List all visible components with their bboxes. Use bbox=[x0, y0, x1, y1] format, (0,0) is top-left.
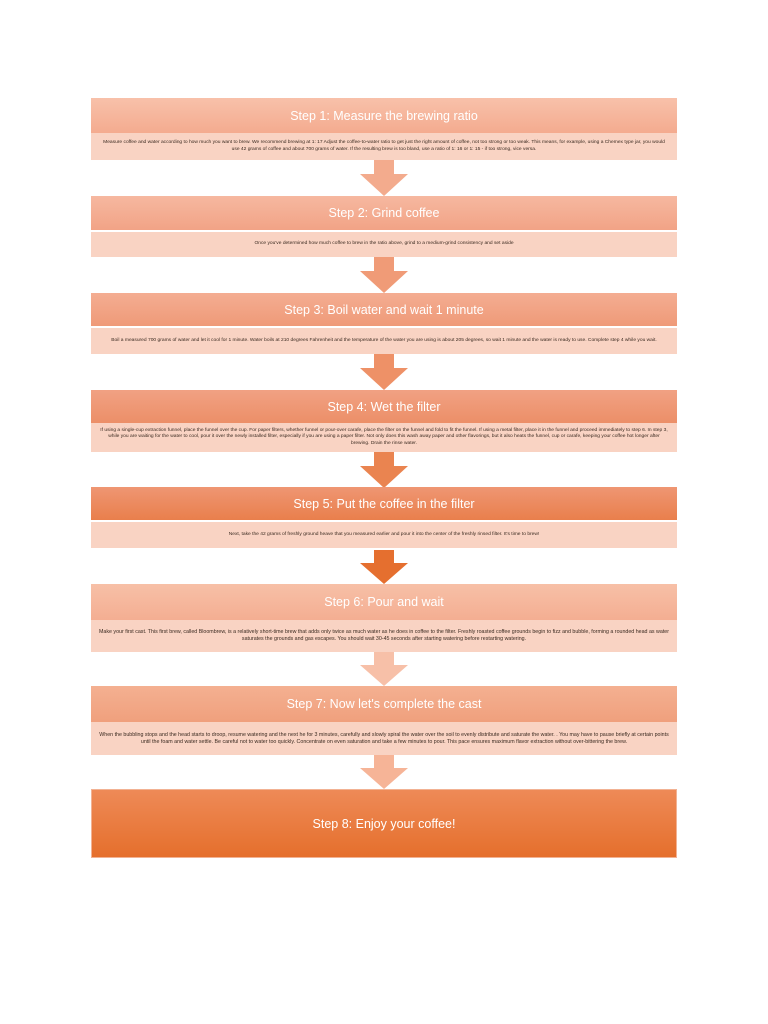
step-1-to-2-arrow bbox=[360, 160, 408, 196]
step-7-to-8-arrow bbox=[360, 755, 408, 789]
step-8-header: Step 8: Enjoy your coffee! bbox=[91, 789, 677, 858]
step-3-to-4-arrow bbox=[360, 354, 408, 390]
step-4-header: Step 4: Wet the filter bbox=[91, 390, 677, 423]
step-3-description: Boil a measured 700 grams of water and let it cool for 1 minute. Water boils at 210 degrees Fahrenheit and the temperature of the water you are using is about 205 degrees, so wait 1 minute and the water is ready to use. Complete step 4 while you wait. bbox=[91, 328, 677, 354]
step-2-header: Step 2: Grind coffee bbox=[91, 196, 677, 230]
step-6-description: Make your first cast. This first brew, called Bloombrew, is a relatively short-time brew that adds only twice as much water as he does in coffee to the filter. Freshly roasted coffee grounds begin to fizz and bubble, forming a rounded head as water saturates the grounds and gas escapes. You should wait 30-45 seconds after starting watering before restarting watering. bbox=[91, 620, 677, 652]
step-7-description: When the bubbling stops and the head starts to droop, resume watering and the next he for 3 minutes, carefully and slowly spiral the water over the soil to evenly distribute and saturate the water. . You may have to pause briefly at certain points until the foam and water settle. Be careful not to water too quickly. Concentrate on even saturation and take a few minutes to pour. This pace ensures maximum flavor extraction without over-bittering the brew. bbox=[91, 722, 677, 755]
step-2-to-3-arrow bbox=[360, 257, 408, 293]
step-5-to-6-arrow bbox=[360, 550, 408, 584]
step-6-header: Step 6: Pour and wait bbox=[91, 584, 677, 620]
step-6-to-7-arrow bbox=[360, 652, 408, 686]
step-4-to-5-arrow bbox=[360, 452, 408, 488]
step-1-description: Measure coffee and water according to how much you want to brew. We recommend brewing at 1: 17 Adjust the coffee-to-water ratio to get just the right amount of coffee, not too strong or too weak. This means, for example, using a Chemex type jar, you would use 42 grams of coffee and about 700 grams of water. If the resulting brew is too bland, use a ratio of 1: 16 or 1: 15 - if too strong, vice versa. bbox=[91, 133, 677, 160]
step-4-description: If using a single-cup extraction funnel, place the funnel over the cup. For paper filters, whether funnel or pour-over carafe, place the filter on the funnel and fold to fit the funnel. If using a metal filter, place it in the funnel and proceed immediately to step 6. In step 3, while you are waiting for the water to cool, pour it over the newly installed filter, especially if you are using a paper filter. Not only does this wash away paper and other flavorings, but it also heats the funnel, cup or carafe, keeping your coffee hot longer after brewing. Drain the rinse water. bbox=[91, 423, 677, 452]
step-5-description: Next, take the 42 grams of freshly ground heave that you measured earlier and pour it into the center of the freshly rinsed filter. It's time to brew! bbox=[91, 522, 677, 548]
step-5-header: Step 5: Put the coffee in the filter bbox=[91, 487, 677, 520]
step-7-header: Step 7: Now let's complete the cast bbox=[91, 686, 677, 722]
step-1-header: Step 1: Measure the brewing ratio bbox=[91, 98, 677, 133]
step-3-header: Step 3: Boil water and wait 1 minute bbox=[91, 293, 677, 326]
step-2-description: Once you've determined how much coffee to brew in the ratio above, grind to a medium-grind consistency and set aside bbox=[91, 232, 677, 257]
